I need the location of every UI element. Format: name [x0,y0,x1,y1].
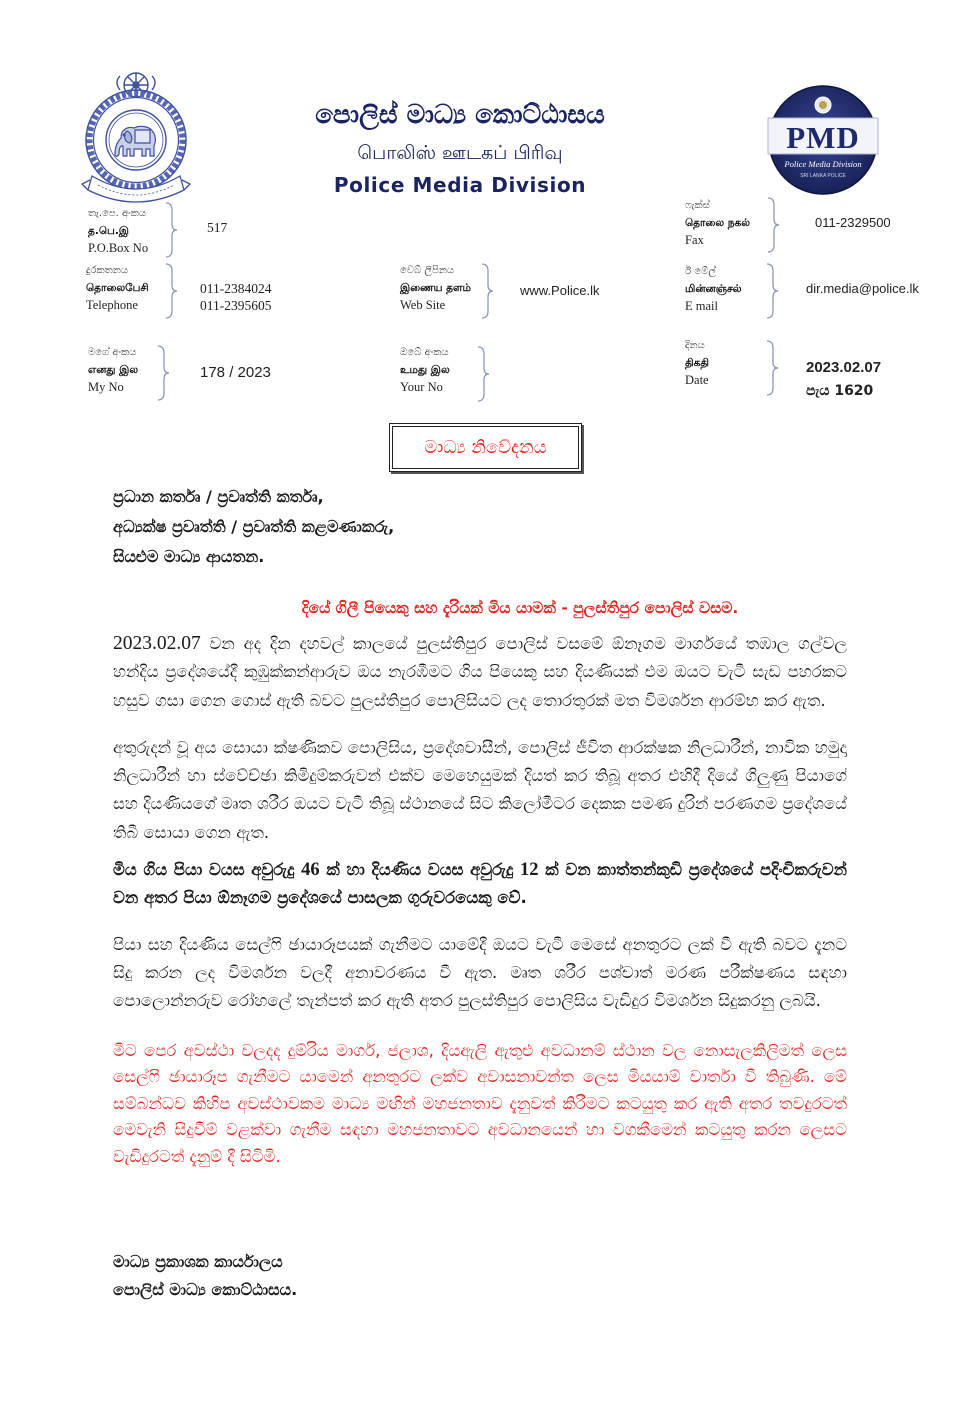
email-label: ඊ මේල් மின்னஞ்சல் E mail [685,266,742,313]
date-label: දිනය திகதி Date [685,340,709,387]
header-title-sinhala: පොලිස් මාධ්‍ය කොට්ඨාසය [315,100,605,130]
header-title-english: Police Media Division [333,173,587,197]
brace-icon [476,346,490,402]
notice-title-box [389,423,582,472]
press-release-body [113,423,847,1403]
brace-icon [766,197,780,253]
telephone-value-1: 011-2384024 [200,281,272,296]
brace-icon [164,202,178,258]
fax-value: 011-2329500 [815,215,891,230]
paragraph-5-public-advisory: මීට පෙර අවස්ථා වලදද දුම්රිය මාර්ග, ජලාශ, දියඇලි ඇතුළු අවධානම් ස්ථාන වල නොසැලකිලිමත් ලෙස සෙල්ෆි ඡායාරූප ගැනීමට යාමෙන් අනතුරට ලක්ව අවාසනාවන්ත ලෙස මියයාම් වාර්තා වී තිබුණි. මේ සම්බන්ධව කිහිප අවස්ථාවකම මාධ්‍ය මඟින් මහජනතාව දැනුවත් කිරීමට කටයුතු කර ඇති අතර තවදුරටත් මෙවැනි සිදුවීම් වළක්වා ගැනීම සඳහා මහජනතාවට අවධානයෙන් හා වගකීමෙන් කටයුතු කරන ලෙසට වැඩිදුරටත් දැනුම් දී සිටිමි. [113,1040,847,1166]
paragraph-4: පියා සහ දියණිය සෙල්ෆි ඡායාරූපයක් ගැනීමට යාමේදී ඔයට වැටී මෙසේ අනතුරට ලක් වී ඇති බවට දැනට සිදු කරන ලද විමර්ශන වලදී අනාවරණය වී ඇත. මෘත ශරීර පශ්චාත් මරණ පරීක්ෂණය සඳහා පොලොන්නරුව රෝහලේ තැන්පත් කර ඇති අතර පුලස්තිපුර පොලිසිය වැඩිදුර විමර්ශන සිදුකරනු ලබයි. [113,934,847,1011]
emblem-ribbon [82,176,190,202]
time-value: පැය 1620 [806,383,874,399]
brace-icon [480,263,494,319]
website-value: www.Police.lk [520,283,600,298]
sri-lanka-police-emblem-icon [80,68,192,203]
my-no-value: 178 / 2023 [200,364,271,381]
paragraph-1 [113,630,847,715]
notice-title: මාධ්‍ය නිවේදනය [392,426,579,469]
addressee-line: අධ්‍යක්ෂ ප්‍රවෘත්ති / ප්‍රවෘත්ති කළමණාකරු, [113,517,395,536]
pmd-logo-acronym: PMD [786,120,860,155]
pmd-logo-crest-icon [815,97,831,113]
brace-icon [765,263,779,319]
brace-icon [156,345,170,401]
date-value: 2023.02.07 [806,359,882,376]
paragraph-3-text: ක් වන කාත්තන්කුඩි ප්‍රදේශයේ පදිංචිකරුවන් වන අතර පියා ඕනෑගම ප්‍රදේශයේ පාසලක ගුරුවරයෙකු වේ. [113,860,847,908]
father-age: 46 [301,860,320,881]
telephone-label: දුරකතනය தொலைபேசி Telephone [86,265,149,312]
telephone-value-2: 011-2395605 [200,298,272,313]
signature-line: පොලිස් මාධ්‍ය කොට්ඨාසය. [113,1280,298,1300]
signature-block [113,1248,847,1304]
paragraph-2: අතුරුදන් වූ අය සොයා ක්ෂණිකව පොලිසිය, ප්‍රදේශවාසීන්, පොලිස් ජීවිත ආරක්ෂක නිලධාරීන්, නාවික හමුදා නිලධාරීන් හා ස්වේච්ඡා කිමිදුම්කරුවන් එක්ව මෙහෙයුමක් දියත් කර තිබූ අතර එහිදී දියේ ගිලුණු පියාගේ සහ දියණියගේ මෘත ශරීර ඔයට වැටී තිබූ ස්ථානයේ සිට කිලෝමීටර දෙකක පමණ දුරින් පරණගම ප්‍රදේශයේ තිබී සොයා ගෙන ඇත. [113,737,847,842]
brace-icon [765,340,779,396]
pmd-logo [763,84,883,196]
fax-label: ෆැක්ස් தொலை நகல் Fax [685,200,750,247]
paragraph-3 [113,856,847,913]
addressee-block [113,482,847,572]
headline: දියේ ගිලී පියෙකු සහ දැරියක් මිය යාමක් - පුලස්තිපුර පොලිස් වසම. [301,599,739,617]
pmd-logo-tagline: SRI LANKA POLICE [800,173,846,179]
paragraph-1-date: 2023.02.07 [113,633,201,654]
paragraph-3-text: මිය ගිය පියා වයස අවුරුදු [113,860,302,880]
paragraph-1-text: වන අද දින දහවල් කාලයේ පුලස්තිපුර පොලිස් වසමේ ඕනෑගම මාර්ගයේ තඹාල ගල්වල හන්දිය ප්‍රදේශයේදී කුඹුක්කන්ආරුව ඔය නැරඹීමට ගිය පියෙකු සහ දියණියක් එම ඔයට වැටී සැඩ පහරකට හසුව ගසා ගෙන ගොස් ඇති බවට පුලස්තිපුර පොලිසියට ලද තොරතුරක් මත විමර්ශන ආරම්භ කර ඇත. [113,634,847,710]
po-box-label: තැ.පෙ. අංකය த.பெ.இ P.O.Box No [88,208,149,255]
daughter-age: 12 [520,860,539,881]
addressee-line: ප්‍රධාන කර්තෘ / ප්‍රවෘත්ති කර්තෘ, [113,487,324,506]
addressee-line: සියළුම මාධ්‍ය ආයතන. [113,547,265,566]
email-value: dir.media@police.lk [806,281,919,296]
website-label: වෙබ් ලිපිනය இணைய தளம் Web Site [400,265,471,312]
po-box-value: 517 [207,220,228,235]
my-no-label: මගේ අංකය எனது இல My No [88,347,139,394]
paragraph-3-text: ක් හා දියණිය වයස අවුරුදු [319,860,521,880]
your-no-label: ඔබේ අංකය உமது இல Your No [400,347,450,394]
brace-icon [164,263,178,319]
pmd-logo-name: Police Media Division [784,159,862,169]
header-title-tamil: பொலிஸ் ஊடகப் பிரிவு [357,142,563,164]
signature-line: මාධ්‍ය ප්‍රකාශක කාර්යාලය [113,1252,283,1272]
